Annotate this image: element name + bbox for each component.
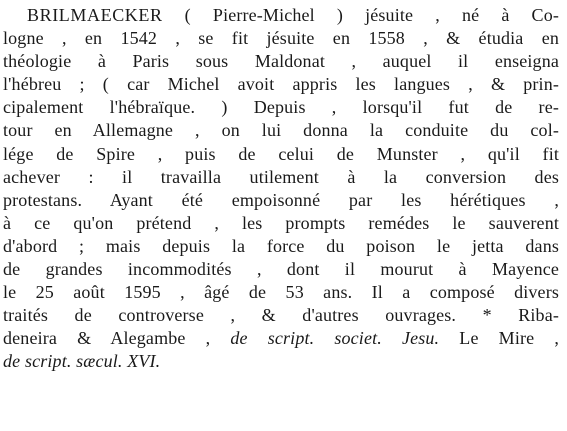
entry-headword: BRILMAECKER — [27, 5, 163, 25]
entry-line-6: tour en Allemagne , on lui donna la conduite du col- — [3, 120, 559, 141]
entry-line-3: théologie à Paris sous Maldonat , auquel il enseigna — [3, 51, 559, 72]
entry-line-1 — [3, 4, 559, 27]
entry-line-12: de grandes incommodités , dont il mourut à Mayence — [3, 259, 559, 280]
citation-ribadeneira-title: de script. societ. Jesu. — [230, 328, 440, 349]
entry-line-1-text: ( Pierre-Michel ) jésuite , né à Co- — [162, 5, 559, 25]
entry-line-15 — [3, 327, 559, 350]
citation-le-mire-title: de script. sæcul. XVI. — [3, 351, 161, 372]
entry-line-2: logne , en 1542 , se fit jésuite en 1558 , & étudia en — [3, 28, 559, 49]
entry-line-15-pre: deneira & Alegambe , — [3, 328, 231, 349]
entry-line-13: le 25 août 1595 , âgé de 53 ans. Il a composé divers — [3, 282, 559, 303]
entry-line-15-post: Le Mire , — [439, 328, 560, 349]
entry-line-11: d'abord ; mais depuis la force du poison le jetta dans — [3, 235, 559, 256]
entry-line-10: à ce qu'on prétend , les prompts remédes le sauverent — [3, 212, 559, 233]
biographical-entry-brilmaecker — [3, 4, 559, 374]
entry-line-7: lége de Spire , puis de celui de Munster , qu'il fit — [3, 143, 559, 164]
entry-line-16 — [3, 350, 559, 373]
entry-line-9: protestans. Ayant été empoisonné par les hérétiques , — [3, 189, 559, 210]
entry-line-4: l'hébreu ; ( car Michel avoit appris les langues , & prin- — [3, 74, 559, 95]
entry-line-14: traités de controverse , & d'autres ouvrages. * Riba- — [3, 305, 559, 326]
entry-line-5: cipalement l'hébraïque. ) Depuis , lorsqu'il fut de re- — [3, 97, 559, 118]
entry-line-8: achever : il travailla utilement à la conversion des — [3, 166, 559, 187]
